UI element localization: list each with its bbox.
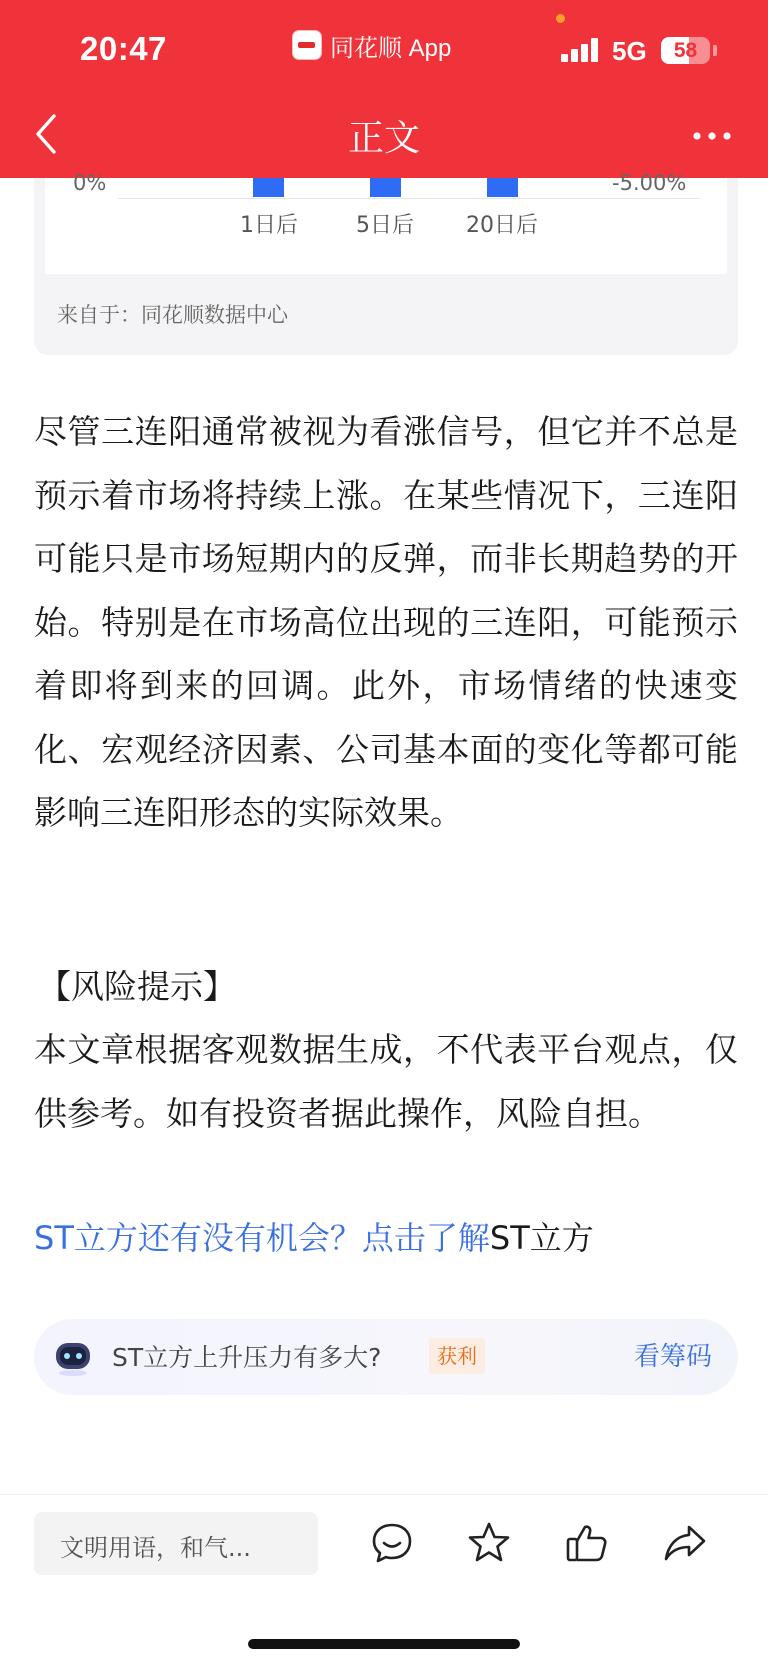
like-button[interactable] <box>565 1521 609 1565</box>
comment-placeholder: 文明用语，和气... <box>60 1534 251 1562</box>
risk-title: 【风险提示】 <box>38 967 236 1006</box>
share-icon <box>663 1521 707 1565</box>
bottom-divider <box>0 1494 768 1495</box>
promo-stock-name: ST立方 <box>489 1219 594 1257</box>
risk-text: 本文章根据客观数据生成，不代表平台观点，仅供参考。如有投资者据此操作，风险自担。 <box>34 1030 738 1133</box>
network-type: 5G <box>612 36 647 66</box>
status-time: 20:47 <box>80 30 167 67</box>
chart-x-label-3: 20日后 <box>466 213 538 238</box>
battery-cap <box>713 45 717 56</box>
chip-question[interactable]: ST立方上升压力有多大? <box>112 1343 382 1372</box>
robot-icon <box>52 1337 94 1377</box>
promo-link[interactable]: ST立方还有没有机会？点击了解 <box>34 1219 490 1257</box>
chart-x-label-2: 5日后 <box>356 213 414 238</box>
app-logo-icon <box>292 30 322 60</box>
more-dots-icon <box>692 118 732 154</box>
app-name-pill[interactable] <box>292 30 451 60</box>
y-axis-left-label: 0% <box>73 171 107 195</box>
home-indicator <box>248 1639 520 1649</box>
comment-icon <box>370 1521 414 1565</box>
share-button[interactable] <box>663 1521 707 1565</box>
promo-line <box>34 1213 594 1263</box>
more-button[interactable] <box>692 118 732 154</box>
chip-tag: 获利 <box>429 1338 485 1374</box>
article-paragraph: 尽管三连阳通常被视为看涨信号，但它并不总是预示着市场将持续上涨。在某些情况下，三连阳可能只是市场短期内的反弹，而非长期趋势的开始。特别是在市场高位出现的三连阳，可能预示着即将到来的回调。此外，市场情绪的快速变化、宏观经济因素、公司基本面的变化等都可能影响三连阳形态的实际效果。 <box>34 412 738 832</box>
signal-icon <box>561 38 601 62</box>
app-name: 同花顺 App <box>330 34 452 62</box>
app-header <box>0 0 768 178</box>
chart-bar-3 <box>487 178 518 197</box>
chart-baseline <box>118 198 700 199</box>
chart-bar-1 <box>253 178 284 197</box>
privacy-indicator-dot <box>556 14 565 23</box>
chart-x-label-1: 1日后 <box>240 213 298 238</box>
page-title: 正文 <box>347 118 420 159</box>
star-icon <box>467 1521 511 1565</box>
chip-action-link[interactable]: 看筹码 <box>634 1342 713 1372</box>
y-axis-right-label: -5.00% <box>612 171 687 195</box>
data-source: 来自于：同花顺数据中心 <box>57 303 288 327</box>
battery-level: 58 <box>673 39 698 62</box>
thumbs-up-icon <box>565 1521 609 1565</box>
chart-bar-2 <box>370 178 401 197</box>
comment-button[interactable] <box>370 1521 414 1565</box>
favorite-button[interactable] <box>467 1521 511 1565</box>
battery-icon <box>661 37 710 64</box>
